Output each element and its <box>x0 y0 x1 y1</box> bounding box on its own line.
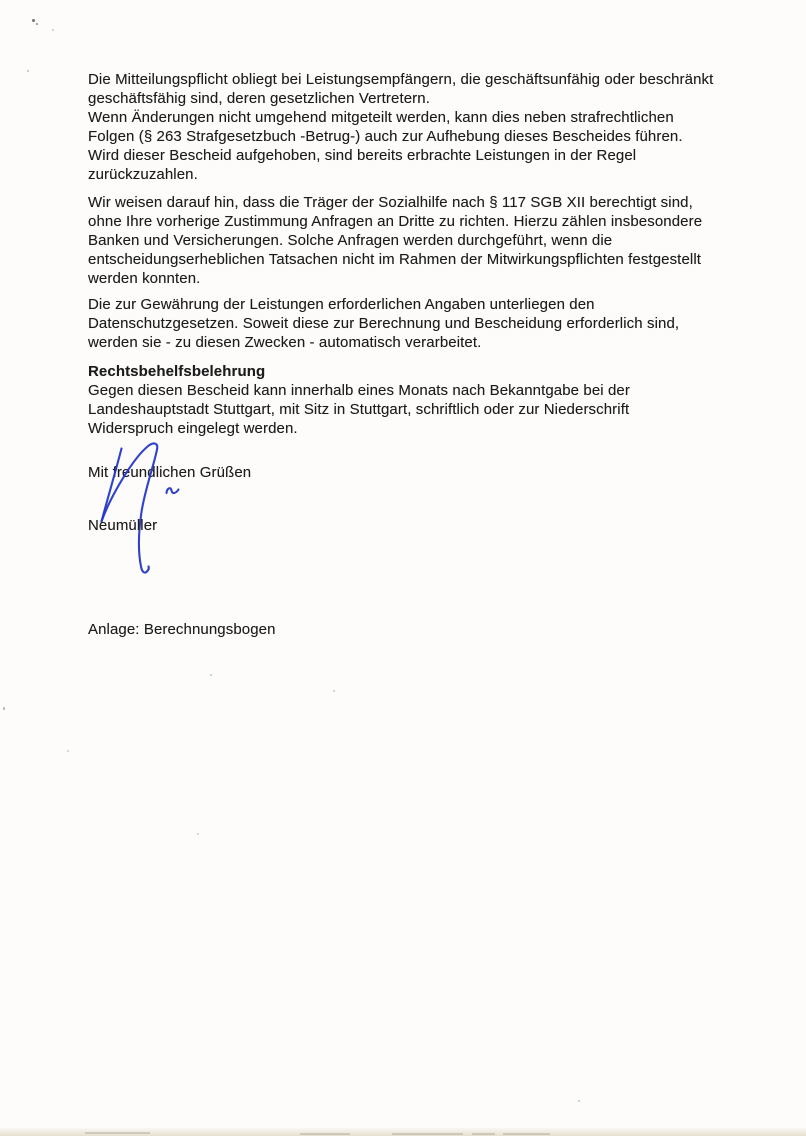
text-line: Banken und Versicherungen. Solche Anfragen werden durchgeführt, wenn die <box>88 232 613 249</box>
notification-duty-paragraph <box>88 70 768 184</box>
appeal-instructions-heading <box>88 362 768 381</box>
text-line: entscheidungserheblichen Tatsachen nicht im Rahmen der Mitwirkungspflichten festgestellt <box>88 251 702 268</box>
text-line: ohne Ihre vorherige Zustimmung Anfragen an Dritte zu richten. Hierzu zählen insbesondere <box>88 213 703 230</box>
text-line: Neumüller <box>88 517 158 534</box>
text-line: Widerspruch eingelegt werden. <box>88 420 298 437</box>
attachment-note <box>88 620 768 639</box>
handwritten-signature <box>85 435 195 585</box>
text-line: werden sie - zu diesen Zwecken - automatisch verarbeitet. <box>88 334 482 351</box>
scan-edge-artifact <box>472 1133 495 1135</box>
signer-name <box>88 516 768 535</box>
third-party-inquiry-paragraph <box>88 193 768 288</box>
scan-speck <box>67 750 69 752</box>
scan-edge-artifact <box>392 1133 463 1135</box>
text-line: Wenn Änderungen nicht umgehend mitgeteilt werden, kann dies neben strafrechtlichen <box>88 109 674 126</box>
signature-stroke <box>167 488 179 493</box>
scan-speck <box>52 29 54 31</box>
scan-edge-artifact <box>300 1133 350 1135</box>
signature-stroke <box>102 443 158 572</box>
text-line: zurückzuzahlen. <box>88 166 198 183</box>
scan-speck <box>36 23 38 25</box>
text-line: Gegen diesen Bescheid kann innerhalb eines Monats nach Bekanntgabe bei der <box>88 382 630 399</box>
scan-edge-artifact <box>85 1132 150 1134</box>
data-protection-paragraph <box>88 295 768 352</box>
text-line: Die Mitteilungspflicht obliegt bei Leistungsempfängern, die geschäftsunfähig oder beschränkt <box>88 71 714 88</box>
heading-text: Rechtsbehelfsbelehrung <box>88 363 266 380</box>
text-line: werden konnten. <box>88 270 201 287</box>
appeal-instructions-paragraph <box>88 381 768 438</box>
text-line: Folgen (§ 263 Strafgesetzbuch -Betrug-) auch zur Aufhebung dieses Bescheides führen. <box>88 128 683 145</box>
text-line: Mit freundlichen Grüßen <box>88 464 252 481</box>
scan-speck <box>197 833 199 835</box>
text-line: Wir weisen darauf hin, dass die Träger der Sozialhilfe nach § 117 SGB XII berechtigt sind, <box>88 194 693 211</box>
text-line: Die zur Gewährung der Leistungen erforderlichen Angaben unterliegen den <box>88 296 595 313</box>
text-line: Datenschutzgesetzen. Soweit diese zur Berechnung und Bescheidung erforderlich sind, <box>88 315 680 332</box>
text-line: Anlage: Berechnungsbogen <box>88 621 276 638</box>
text-line: Wird dieser Bescheid aufgehoben, sind bereits erbrachte Leistungen in der Regel <box>88 147 637 164</box>
scan-speck <box>210 674 212 676</box>
text-line: Landeshauptstadt Stuttgart, mit Sitz in Stuttgart, schriftlich oder zur Niederschrift <box>88 401 630 418</box>
scan-speck <box>32 19 35 22</box>
scan-speck <box>578 1100 580 1102</box>
scan-speck <box>3 707 5 710</box>
text-line: geschäftsfähig sind, deren gesetzlichen Vertretern. <box>88 90 430 107</box>
scan-speck <box>27 70 29 72</box>
scan-speck <box>333 690 335 692</box>
scan-edge-artifact <box>503 1133 550 1135</box>
